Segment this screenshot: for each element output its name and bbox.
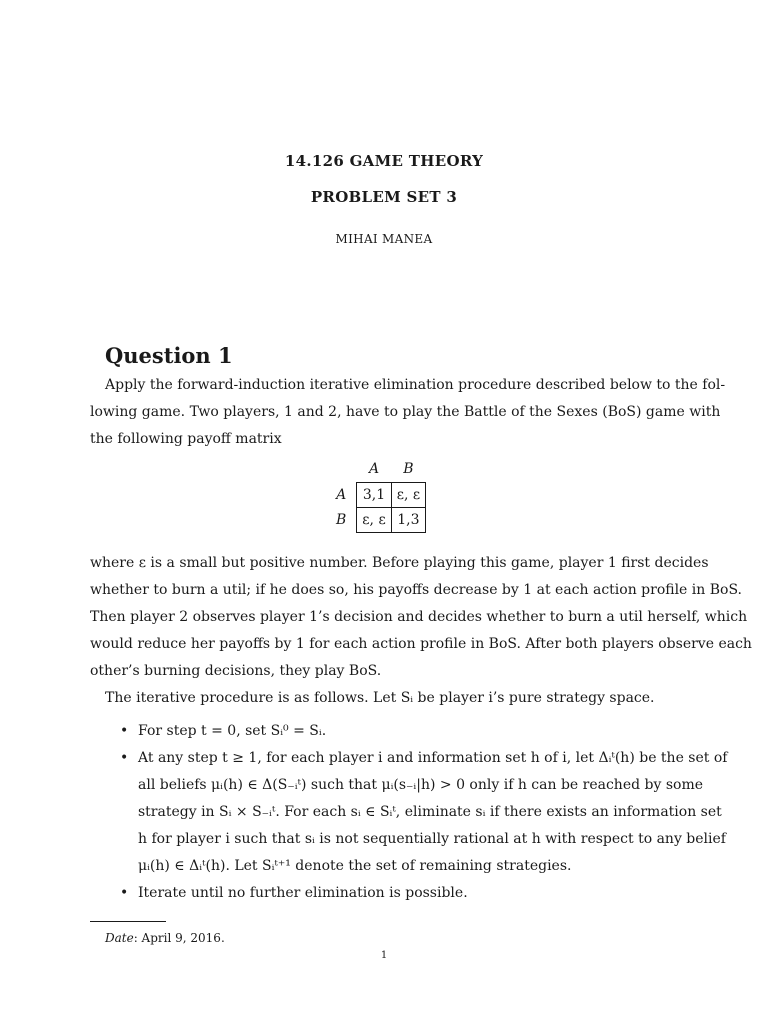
step-line: For step t = 0, set Sᵢ⁰ = Sᵢ.	[138, 723, 327, 739]
author-name: MIHAI MANEA	[335, 232, 433, 246]
footnote-divider	[90, 921, 166, 922]
matrix-row-label: B	[336, 512, 347, 528]
intro-paragraph	[90, 372, 726, 453]
procedure-step	[120, 880, 665, 907]
intro-line: Apply the forward-induction iterative elimination procedure described below to the fol-	[105, 377, 726, 393]
step-line: μᵢ(h) ∈ Δᵢᵗ(h). Let Sᵢᵗ⁺¹ denote the set of remaining strategies.	[138, 858, 572, 874]
step-line: strategy in Sᵢ × S₋ᵢᵗ. For each sᵢ ∈ Sᵢᵗ, eliminate sᵢ if there exists an information set	[138, 804, 722, 820]
body-line: would reduce her payoffs by 1 for each action profile in BoS. After both players observe each	[90, 636, 752, 652]
matrix-col-label: A	[368, 461, 380, 477]
procedure-intro: The iterative procedure is as follows. Let Sᵢ be player i’s pure strategy space.	[105, 690, 655, 706]
problem-set-title: PROBLEM SET 3	[310, 188, 458, 206]
body-line: other’s burning decisions, they play BoS.	[90, 663, 382, 679]
footnote	[105, 931, 225, 945]
question-heading: Question 1	[105, 343, 233, 368]
procedure-paragraph	[90, 685, 662, 712]
page-number: 1	[380, 950, 388, 961]
matrix-col-label: B	[403, 461, 414, 477]
payoff-matrix	[330, 456, 426, 533]
body-line: where ε is a small but positive number. Before playing this game, player 1 first decides	[90, 555, 709, 571]
matrix-cell: ε, ε	[391, 483, 425, 508]
matrix-cell: ε, ε	[357, 508, 391, 533]
intro-line: the following payoff matrix	[90, 431, 282, 447]
body-line: Then player 2 observes player 1’s decision and decides whether to burn a util herself, which	[90, 609, 748, 625]
matrix-cell: 1,3	[391, 508, 425, 533]
footnote-label: Date	[105, 931, 134, 945]
intro-line: lowing game. Two players, 1 and 2, have to play the Battle of the Sexes (BoS) game with	[90, 404, 721, 420]
procedure-step	[120, 745, 728, 880]
matrix-corner	[330, 456, 357, 483]
body-line: whether to burn a util; if he does so, his payoffs decrease by 1 at each action profile in BoS.	[90, 582, 742, 598]
step-line: • At any step t ≥ 1, for each player i and information set h of i, let Δᵢᵗ(h) be the set of	[138, 750, 728, 766]
procedure-steps-list	[120, 718, 728, 907]
step-line: Iterate until no further elimination is possible.	[138, 885, 468, 901]
procedure-step	[120, 718, 665, 745]
step-line: h for player i such that sᵢ is not sequentially rational at h with respect to any belief	[138, 831, 726, 847]
course-title: 14.126 GAME THEORY	[284, 152, 484, 170]
matrix-cell: 3,1	[357, 483, 391, 508]
body-paragraph	[90, 550, 752, 685]
step-line: all beliefs μᵢ(h) ∈ Δ(S₋ᵢᵗ) such that μᵢ(s₋ᵢ|h) > 0 only if h can be reached by some	[138, 777, 704, 793]
footnote-text: : April 9, 2016.	[133, 931, 225, 945]
matrix-row-label: A	[336, 487, 347, 503]
